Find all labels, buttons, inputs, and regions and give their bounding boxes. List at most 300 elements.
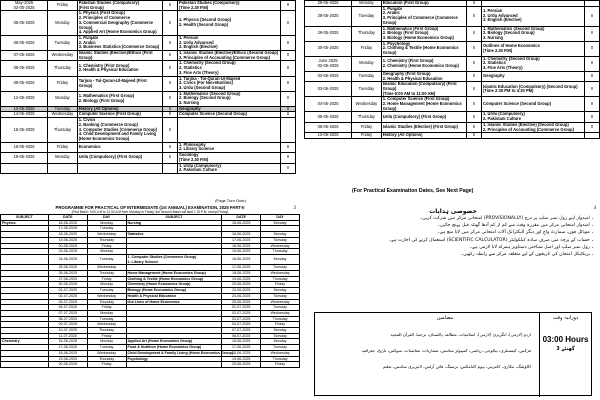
day-cell [48, 163, 78, 173]
day-cell: Tuesday [261, 293, 300, 299]
day-cell: Thursday [48, 118, 78, 143]
day-cell: Tuesday [261, 237, 300, 243]
date-cell: 06-05-2025 [1, 35, 48, 50]
table-row [1, 362, 300, 368]
day-cell: Monday [48, 153, 78, 163]
paper-cell: II [585, 112, 600, 122]
instruction-line: ۔ امیدوار امتحانی مرکز میں مقررہ وقت سے کم از کم آدھا گھنٹہ قبل پہنچ جائیں۔ [437, 223, 594, 229]
subject-cell: 1. Islamic Studies (Elective)/Ethics (Second Group) 2. Principles of Accounting (Commerce Group) [177, 51, 280, 61]
paper-cell: II [281, 11, 296, 36]
paper-cell: II [281, 112, 296, 118]
table-row [305, 71, 600, 81]
subject-cell: Out Lines of Home Economics [126, 299, 222, 305]
subject-cell: Child Development & Family Living (Home Economics Group) [127, 350, 233, 355]
day-cell: Tuesday [48, 106, 78, 112]
table-row [1, 91, 296, 106]
subject-cell: Pakistan Studies (Compulsory) (First Group) [77, 1, 163, 11]
subjects-label: مضامین [436, 315, 454, 321]
time-label: دورانیہ وقت [552, 315, 579, 321]
date-cell: 09-07-2025 [48, 322, 87, 328]
day-cell: Wednesday [87, 265, 126, 271]
day-cell: Monday [261, 339, 300, 345]
subject-cell: Geography [481, 71, 584, 81]
subject-cell: 1. Psychology 2. Clothing & Textile (Home Economics Group) [381, 41, 467, 56]
table-row [305, 41, 600, 56]
day-cell: Thursday [261, 276, 300, 282]
subject-cell: Outlines of Home Economics (Time 2.30 P.M) [481, 41, 584, 56]
date-cell: 16-06-2025 [48, 220, 87, 226]
day-cell: Thursday [87, 237, 126, 243]
day-cell: Friday [261, 362, 300, 368]
subject-cell: Computer Science (Second Group) [177, 112, 280, 118]
date-cell: 18-06-2025 [222, 243, 261, 249]
table-row [1, 1, 296, 11]
paper-cell: II [281, 61, 296, 76]
subject-cell: Statistics [126, 232, 222, 238]
table-row [1, 163, 296, 173]
paper-cell: II [163, 153, 178, 163]
column-header: DATE [222, 215, 261, 221]
day-cell: Thursday [261, 356, 300, 362]
date-cell: 25-06-2025 [222, 299, 261, 305]
instruction-line: ۔ امیدوار اپنے رول نمبر سلپ پر درج (PROVISIONALLY) امتحانی مرکز میں شرکت کریں۔ [419, 216, 594, 221]
column-header: DATE [48, 215, 87, 221]
date-cell: 16-06-2025 [222, 220, 261, 226]
subject-cell: Islamic Studies (Elective) (First Group) [381, 122, 467, 132]
date-cell: 09-05-2025 [1, 76, 48, 91]
day-cell: Monday [261, 254, 300, 264]
day-cell: Friday [352, 41, 382, 56]
day-cell: Thursday [48, 61, 78, 76]
day-cell: Friday [87, 305, 126, 311]
paper-cell: II [467, 26, 482, 41]
subject-cell: 1. Persian 2. Urdu Advanced 3. English (Elective) [177, 35, 280, 50]
paper-cell [163, 163, 178, 173]
subject-cell: 1. Civics 2. Banking (Commerce Group) 3. Computer Studies (Commerce Group) 4. Child Development and Family Living (Home Economics Group) [77, 118, 163, 143]
date-cell: 25-06-2025 [48, 265, 87, 271]
day-cell: Thursday [87, 299, 126, 305]
day-cell: Thursday [261, 249, 300, 255]
subject-cell: Chemistry (Home Economics Group) [126, 282, 222, 288]
subject-cell: Physics [1, 220, 49, 226]
subject-cell: Sociology (Time 2.30 P.M) [177, 153, 280, 163]
subject-cell: 1. Tarjma - Tul-Quran-Ul-Majeed 2. Civics (For Non-Muslims) 3. Urdu (Second Group) [177, 76, 280, 91]
subject-cell [77, 163, 163, 173]
subject-cell: 1. Urdu (Compulsory) 2. Pakistani Culture [481, 112, 584, 122]
date-cell: 24-06-2025 [222, 293, 261, 299]
subject-cell: 1. Punjabi 2. Arabic 3. Principles of Commerce (Commerce Group) [381, 6, 467, 26]
column-header: SUBJECT [126, 215, 222, 221]
subject-cell [126, 362, 222, 368]
paper-cell: II [163, 1, 178, 11]
table-row [1, 35, 296, 50]
day-cell: Monday [87, 310, 126, 316]
date-cell: 20-06-2025 [222, 282, 261, 288]
day-cell: Wednesday [48, 112, 78, 118]
subject-cell: Home Management (Home Economics Group) [126, 271, 222, 277]
subject-cell: 1. Urdu (Compulsory) 2. Pakistani Culture [177, 163, 280, 173]
practical-dates-note: (For Practical Examination Dates, See Next Page) [352, 188, 474, 194]
day-cell: Friday [48, 142, 78, 152]
day-cell: Friday [352, 122, 382, 132]
date-cell: 01-07-2025 [48, 288, 87, 294]
day-cell: Tuesday [261, 345, 300, 351]
day-cell: Monday [261, 232, 300, 238]
day-cell: Wednesday [87, 350, 126, 356]
day-cell: Thursday [261, 316, 300, 322]
date-cell: 30-06-2025 [48, 282, 87, 288]
day-cell: Friday [87, 243, 126, 249]
subject-cell: Clothing & Textile (Home Economics Group) [126, 276, 222, 282]
date-cell: 16-06-2025 [222, 254, 261, 264]
date-cell: 16-06-2025 [222, 339, 261, 345]
table-row [305, 82, 600, 97]
date-cell: 01-07-2025 [222, 305, 261, 311]
date-cell: 08-07-2025 [48, 316, 87, 322]
day-cell: Tuesday [87, 254, 126, 264]
day-cell: Monday [87, 339, 126, 345]
subjects-list [317, 327, 537, 375]
date-cell: 20-06-2025 [48, 243, 87, 249]
day-cell: Monday [261, 288, 300, 294]
programme-subtitle: (First Batch: 9.00 A.M to 12.00 A.M from Monday to Friday; the Second Batch will start 1.30 P.M. except Friday) [71, 210, 229, 214]
day-cell: Tuesday [87, 226, 126, 232]
paper-cell: II [585, 6, 600, 26]
paper-cell: II [163, 51, 178, 61]
paper-cell: II [163, 11, 178, 36]
date-cell: 13-05-2025 [1, 106, 48, 112]
subject-cell: Geography (First Group) 2. Health & Physical Education [381, 71, 467, 81]
subject-cell: History (All Options) [381, 133, 467, 139]
date-cell: 23-06-2025 [48, 249, 87, 255]
instruction-line: ۔ پریکٹیکل امتحان کی تاریخوں کے لیے متعلقہ مرکز سے رابطہ رکھیں۔ [460, 252, 594, 258]
date-cell: 24-06-2025 [48, 254, 87, 264]
subject-cell: 1. Philosophy 2. Library Science [177, 142, 280, 152]
subject-cell: 1. Mathematics (First Group) 2. Biology (First Group) [77, 91, 163, 106]
day-cell: Wednesday [261, 243, 300, 249]
date-cell: 19-06-2025 [222, 356, 261, 362]
date-cell: 06-06-2025 [305, 122, 352, 132]
day-cell: Tuesday [48, 35, 78, 50]
date-cell: 17-06-2025 [48, 345, 87, 351]
subject-cell: Islamic Education (Compulsory) (Second Group) (Time 2:30 PM to 4:30 PM) [481, 82, 584, 97]
day-cell: Monday [48, 11, 78, 36]
subject-cell: Education (First Group) [381, 1, 467, 7]
paper-cell: II [467, 112, 482, 122]
date-cell: 17-06-2025 [48, 226, 87, 232]
date-cell: 17-06-2025 [222, 345, 261, 351]
day-cell: Tuesday [352, 82, 382, 97]
instruction-line: ۔ موبائل فون، سمارٹ واچ اور دیگر الیکٹرانک آلات امتحانی مرکز میں لانا منع ہے۔ [437, 230, 594, 236]
subject-cell: 1. Persian 2. Urdu Advanced 3. English (Elective) [481, 6, 584, 26]
table-row [1, 51, 296, 61]
date-cell: 30-05-2025 [305, 41, 352, 56]
page-number: 4 [593, 206, 596, 211]
date-cell: 27-06-2025 [48, 276, 87, 282]
day-cell: Friday [261, 322, 300, 328]
date-cell: 03-07-2025 [48, 299, 87, 305]
day-cell: Tuesday [352, 71, 382, 81]
paper-cell: II [467, 1, 482, 7]
subject-cell: 1. Chemistry (Second Group) 2. Statistics 3. Fine Arts (Theory) [177, 61, 280, 76]
paper-cell: II [163, 106, 178, 112]
date-cell: 03-06-2025 [305, 82, 352, 97]
paper-cell: II [467, 6, 482, 26]
paper-cell: II [467, 122, 482, 132]
date-cell: 10-07-2025 [48, 328, 87, 334]
date-cell: 18-06-2025 [48, 350, 87, 356]
paper-cell [281, 118, 296, 143]
table-row [305, 56, 600, 71]
subjects-time-box [314, 312, 592, 396]
date-cell: 16-06-2025 [48, 339, 87, 345]
paper-cell: II [163, 142, 178, 152]
paper-cell: II [281, 76, 296, 91]
date-cell: 04-07-2025 [48, 305, 87, 311]
day-cell: Wednesday [87, 293, 126, 299]
date-cell: 17-06-2025 [222, 265, 261, 271]
date-cell: June 2025 02-06-2025 [305, 56, 352, 71]
paper-cell: II [585, 82, 600, 97]
paper-cell: II [467, 71, 482, 81]
table-row [1, 76, 296, 91]
day-cell: Monday [261, 220, 300, 226]
subject-cell: Biology (Home Economics Group) [126, 288, 222, 294]
subject-cell: Applied Art (Home Economics Group) [126, 339, 222, 345]
date-cell: 20-06-2025 [48, 362, 87, 368]
subject-cell: 1. Physics (Second Group) 2. Health (Second Group) [177, 11, 280, 36]
instruction-line: ۔ حساب کے پرچہ میں صرف سادہ کیلکولیٹر (SCIENTIFIC CALCULATOR) استعمال کرنے کی اجازت ہے۔ [388, 237, 594, 243]
paper-cell: II [585, 71, 600, 81]
subject-cell: 1. Chemistry (Second Group) 2. Statistics 3. Fine Arts (Theory) [481, 56, 584, 71]
subject-cell: Urdu (Compulsory) (First Group) [381, 112, 467, 122]
date-cell: 19-06-2025 [222, 276, 261, 282]
date-cell: 19-06-2025 [222, 249, 261, 255]
instructions-list [306, 215, 600, 258]
day-cell: Tuesday [87, 288, 126, 294]
day-cell: Monday [48, 91, 78, 106]
subject-line: فزکس، کیمسٹری، بیالوجی، ریاضی، کمپیوٹر سائنس، شماریات، معاشیات، سوکس، تاریخ، جغرافیہ [361, 348, 531, 353]
paper-cell [585, 133, 600, 139]
paper-cell: II [585, 56, 600, 71]
paper-cell: II [163, 35, 178, 50]
paper-cell: II [467, 133, 482, 139]
time-column [539, 313, 591, 397]
paper-cell: II [163, 91, 178, 106]
date-cell: 03-06-2025 [305, 71, 352, 81]
table-row [305, 97, 600, 112]
date-cell: 26-06-2025 [48, 271, 87, 277]
subject-cell: Computer Science (Second Group) [481, 97, 584, 112]
date-cell: May-2025 02-05-2025 [1, 1, 48, 11]
date-cell: 07-05-2025 [1, 51, 48, 61]
date-cell: 19-05-2025 [1, 153, 48, 163]
day-cell: Friday [352, 133, 382, 139]
subject-cell: Computer Science (First Group) [77, 112, 163, 118]
date-cell: 20-06-2025 [222, 362, 261, 368]
column-header: SUBJECT [1, 215, 49, 221]
day-cell: Friday [87, 333, 126, 339]
paper-cell: II [585, 97, 600, 112]
day-cell: Thursday [352, 112, 382, 122]
date-cell: 04-06-2025 [305, 97, 352, 112]
datesheet-table-1 [0, 0, 296, 174]
day-cell: Wednesday [261, 299, 300, 305]
table-row [1, 153, 296, 163]
subject-cell: 1. Punjabi 2. Arabic 3. Business Statistics (Commerce Group) [77, 35, 163, 50]
exam-duration: 03:00 Hours [542, 335, 589, 344]
subject-cell [1, 362, 49, 368]
subject-cell: Islamic Education (Compulsory) (First Group) (Time 9:00 AM to 11:00 AM) [381, 82, 467, 97]
date-cell: 05-06-2025 [305, 112, 352, 122]
day-cell: Wednesday [261, 271, 300, 277]
day-cell: Thursday [87, 356, 126, 362]
table-row [305, 133, 600, 139]
paper-cell: II [281, 106, 296, 112]
page-turn-note: (Page Turn Over) [215, 198, 246, 203]
date-cell: 23-06-2025 [222, 288, 261, 294]
day-cell: Wednesday [87, 322, 126, 328]
day-cell: Monday [87, 220, 126, 226]
paper-cell: II [163, 61, 178, 76]
subject-cell: 1. Chemistry (First Group) 2. Health & Physical Education [77, 61, 163, 76]
day-cell: Tuesday [261, 333, 300, 339]
subject-cell: Food & Nutrition (Home Economics Group) [126, 345, 222, 351]
subject-cell: 1. Islamic Studies (Elective) (Second Group) 2. Principles of Accounting (Commerce Group) [481, 122, 584, 132]
day-cell: Friday [48, 76, 78, 91]
subject-cell: Urdu (Compulsory) (First Group) [77, 153, 163, 163]
datesheet-table-2 [304, 0, 600, 139]
paper-cell: II [585, 122, 600, 132]
day-cell: Thursday [87, 271, 126, 277]
day-cell: Friday [87, 362, 126, 368]
column-header: DAY [261, 215, 300, 221]
day-cell: Tuesday [87, 345, 126, 351]
subject-cell: Pakistan Studies (Compulsory) (Time 2.30 P.M) [177, 1, 280, 11]
subject-line: اکاؤنٹنگ، بنکاری، کامرس، ہوم اکنامکس، نرسنگ، فائن آرٹس، لائبریری سائنس، تعلیم [382, 364, 531, 369]
day-cell: Tuesday [87, 316, 126, 322]
paper-cell: II [281, 91, 296, 106]
date-cell: 02-07-2025 [222, 310, 261, 316]
paper-cell: II [467, 56, 482, 71]
day-cell: Thursday [352, 26, 382, 41]
subject-cell: 1. Mathematics (First Group) 2. Biology (First Group) 3. Biology (Home Economics Group) [381, 26, 467, 41]
date-cell: 02-07-2025 [48, 293, 87, 299]
date-cell: 07-07-2025 [222, 328, 261, 334]
date-cell: 19-06-2025 [48, 356, 87, 362]
table-row [305, 26, 600, 41]
date-cell: 19-06-2025 [48, 237, 87, 243]
date-cell: 08-05-2025 [1, 61, 48, 76]
subject-cell: Chemistry [1, 339, 49, 345]
date-cell: 11-07-2025 [48, 333, 87, 339]
page-number: 3 [293, 206, 296, 211]
subject-cell: Tarjma - Tul-Quran-Ul-Majeed (First Group) [77, 76, 163, 91]
day-cell: Tuesday [261, 265, 300, 271]
subject-cell: 1. Mathematics (Second Group) 2. Biology (Second Group) 3. Nursing [481, 26, 584, 41]
day-cell: Monday [87, 282, 126, 288]
paper-cell: II [585, 26, 600, 41]
day-cell: Monday [352, 56, 382, 71]
paper-cell: II [163, 112, 178, 118]
column-header: DAY [87, 215, 126, 221]
paper-cell: II [281, 142, 296, 152]
instructions-page [306, 204, 600, 400]
paper-cell: II [281, 51, 296, 61]
day-cell: Friday [87, 276, 126, 282]
date-cell: 12-05-2025 [1, 91, 48, 106]
paper-cell: II [163, 118, 178, 143]
date-cell: 16-06-2025 [222, 232, 261, 238]
day-cell: Tuesday [261, 305, 300, 311]
paper-cell: II [163, 76, 178, 91]
date-cell: 14-05-2025 [1, 112, 48, 118]
table-row [1, 11, 296, 36]
paper-cell: II [467, 41, 482, 56]
day-cell: Monday [261, 328, 300, 334]
subject-cell [1, 254, 49, 264]
table-row [305, 6, 600, 26]
subject-line: اردو (لازمی)، انگریزی (لازمی)، اسلامیات، مطالعہ پاکستان، ترجمۃ القرآن المجید [390, 332, 531, 337]
date-cell: 03-07-2025 [222, 316, 261, 322]
date-cell: 13-06-2025 [305, 133, 352, 139]
exam-duration-urdu: 3 گھنٹے [556, 346, 575, 352]
subject-cell: Nursing [126, 220, 222, 226]
day-cell: Wednesday [87, 232, 126, 238]
table-row [1, 254, 300, 264]
day-cell: Wednesday [261, 310, 300, 316]
subject-cell: Health & Physical Education [126, 293, 222, 299]
day-cell: Wednesday [352, 97, 382, 112]
paper-cell: II [467, 82, 482, 97]
date-cell: 15-05-2025 [1, 118, 48, 143]
subject-cell: Economics [77, 142, 163, 152]
practical-programme-page [0, 204, 300, 400]
date-cell: 29-05-2025 [305, 1, 352, 7]
date-cell: 08-07-2025 [222, 333, 261, 339]
date-cell: 05-05-2025 [1, 11, 48, 36]
date-cell: 18-06-2025 [222, 271, 261, 277]
subject-cell: 1. Mathematics (Second Group) 2. Biology (Second Group) 3. Nursing [177, 91, 280, 106]
subject-cell: Geography [177, 106, 280, 112]
date-cell: 04-07-2025 [222, 322, 261, 328]
instructions-heading: خصوصی ہدایات [429, 208, 477, 215]
subject-cell: 1. Computer Science (First Group) 2. Home Management (Home Economics Group) [381, 97, 467, 112]
day-cell: Tuesday [352, 6, 382, 26]
paper-cell: II [281, 153, 296, 163]
date-cell: 07-07-2025 [48, 310, 87, 316]
paper-cell: II [585, 41, 600, 56]
instruction-line: ۔ رول نمبر سلپ اور اصل شناختی دستاویز ہمراہ لانا لازمی ہے۔ [469, 244, 594, 250]
practical-table [0, 214, 300, 368]
date-cell [1, 163, 48, 173]
day-cell: Monday [87, 249, 126, 255]
day-cell: Monday [352, 1, 382, 7]
datesheet-page-2 [304, 0, 600, 204]
subject-cell [177, 118, 280, 143]
date-cell: 18-06-2025 [222, 350, 261, 356]
table-row [1, 118, 296, 143]
subject-cell: History (All Options) [77, 106, 163, 112]
day-cell: Thursday [87, 328, 126, 334]
subject-cell: 1. Physics (First Group) 2. Principles of Commerce 3. Commercial Geography (Commerce Group) 4. Applied Art (Home Economics Group) [77, 11, 163, 36]
paper-cell: II [281, 163, 296, 173]
paper-cell: II [467, 97, 482, 112]
subject-cell: 1. Chemistry (First Group) 2. Chemistry (Home Economics Group) [381, 56, 467, 71]
day-cell: Wednesday [261, 350, 300, 356]
date-cell: 18-06-2025 [48, 232, 87, 238]
subject-cell [481, 133, 584, 139]
